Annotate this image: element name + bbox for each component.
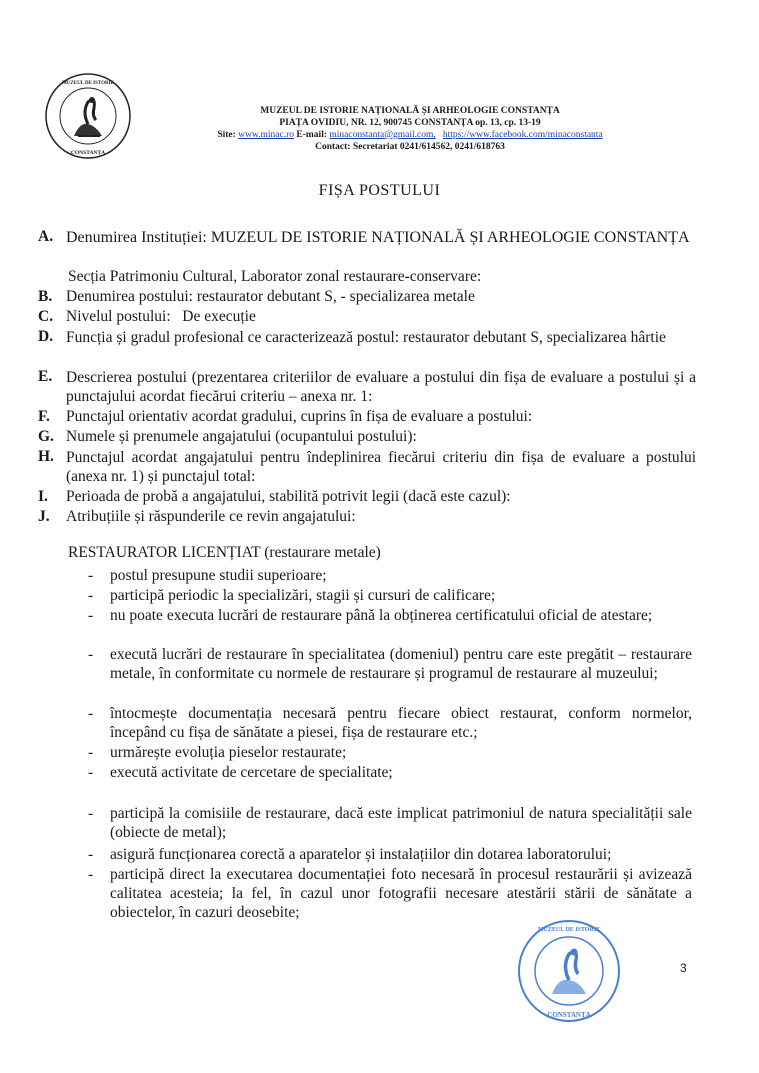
list-item: - participă direct la executarea documentației foto necesară în procesul restaurării și avizează calitatea acesteia; la fel, în cazul unor fotografii necesare atestării stării de sănătate a obiectelor, în cazuri deosebite; — [88, 866, 692, 921]
list-item: - nu poate executa lucrări de restaurare până la obținerea certificatului oficial de atestare; — [88, 607, 653, 624]
section-g: G. Numele și prenumele angajatului (ocupantului postului): — [38, 428, 417, 445]
header-contacts: Site: www.minac.ro E-mail: minaconstanta@gmail.com, https://www.facebook.com/minaconstanta — [217, 130, 603, 140]
section-c: C. Nivelul postului: De execuție — [38, 308, 256, 325]
section-b: B. Denumirea postului: restaurator debutant S, - specializarea metale — [38, 288, 475, 305]
svg-text:MUZEUL DE ISTORIE: MUZEUL DE ISTORIE — [62, 81, 114, 86]
section-a: A. Denumirea Instituției: MUZEUL DE ISTORIE NAȚIONALĂ ȘI ARHEOLOGIE CONSTANȚA — [38, 228, 690, 246]
svg-text:MUZEUL DE ISTORIE: MUZEUL DE ISTORIE — [537, 927, 601, 933]
section-i: I. Perioada de probă a angajatului, stabilită potrivit legii (dacă este cazul): — [38, 488, 511, 505]
svg-text:CONSTANȚA: CONSTANȚA — [547, 1011, 591, 1019]
list-item: - participă la comisiile de restaurare, dacă este implicat patrimoniul de natura specialității sale (obiecte de metal); — [88, 805, 692, 841]
list-item: - întocmește documentația necesară pentru fiecare obiect restaurat, conform normelor, începând cu fișa de sănătate a piesei, fișa de restaurare etc.; — [88, 705, 692, 741]
institution-header — [150, 105, 670, 153]
list-item: - postul presupune studii superioare; — [88, 567, 327, 584]
role-subtitle: RESTAURATOR LICENȚIAT (restaurare metale) — [68, 544, 381, 561]
document-title: FIȘA POSTULUI — [318, 182, 441, 199]
list-item: - participă periodic la specializări, stagii și cursuri de calificare; — [88, 587, 496, 604]
museum-stamp — [516, 918, 622, 1024]
list-item: - urmărește evoluția pieselor restaurate; — [88, 744, 347, 761]
museum-logo — [44, 72, 132, 160]
list-item: - execută lucrări de restaurare în specialitatea (domeniul) pentru care este pregătit – restaurare metale, în conformitate cu normele de restaurare și programul de restaurare al muzeului; — [88, 646, 692, 682]
list-item: - execută activitate de cercetare de specialitate; — [88, 764, 393, 781]
section-j: J. Atribuțiile și răspunderile ce revin angajatului: — [38, 508, 356, 525]
header-name: MUZEUL DE ISTORIE NAȚIONALĂ ȘI ARHEOLOGIE CONSTANȚA — [260, 106, 560, 116]
page-number: 3 — [680, 961, 687, 975]
section-f: F. Punctajul orientativ acordat gradului, cuprins în fișa de evaluare a postului: — [38, 408, 533, 425]
header-address: PIAȚA OVIDIU, NR. 12, 900745 CONSTANȚA op. 13, cp. 13-19 — [279, 118, 541, 128]
site-link[interactable]: www.minac.ro — [238, 130, 295, 140]
svg-text:CONSTANȚA: CONSTANȚA — [70, 150, 106, 156]
section-a-detail: Secția Patrimoniu Cultural, Laborator zonal restaurare-conservare: — [68, 268, 482, 285]
email-link[interactable]: minaconstanta@gmail.com, — [329, 130, 436, 140]
facebook-link[interactable]: https://www.facebook.com/minaconstanta — [442, 130, 603, 140]
section-d: D. Funcția și gradul profesional ce caracterizează postul: restaurator debutant S, specializarea hârtie — [38, 328, 666, 346]
section-h: H. Punctajul acordat angajatului pentru îndeplinirea fiecărui criteriu din fișa de evaluare a postului (anexa nr. 1) și punctajul total: — [38, 448, 696, 485]
list-item: - asigură funcționarea corectă a aparatelor și instalațiilor din dotarea laboratorului; — [88, 846, 612, 863]
section-e: E. Descrierea postului (prezentarea criteriilor de evaluare a postului din fișa de evaluare a postului și a punctajului acordat fiecărui criteriu – anexa nr. 1: — [38, 368, 696, 405]
header-phone: Contact: Secretariat 0241/614562, 0241/618763 — [315, 142, 505, 152]
